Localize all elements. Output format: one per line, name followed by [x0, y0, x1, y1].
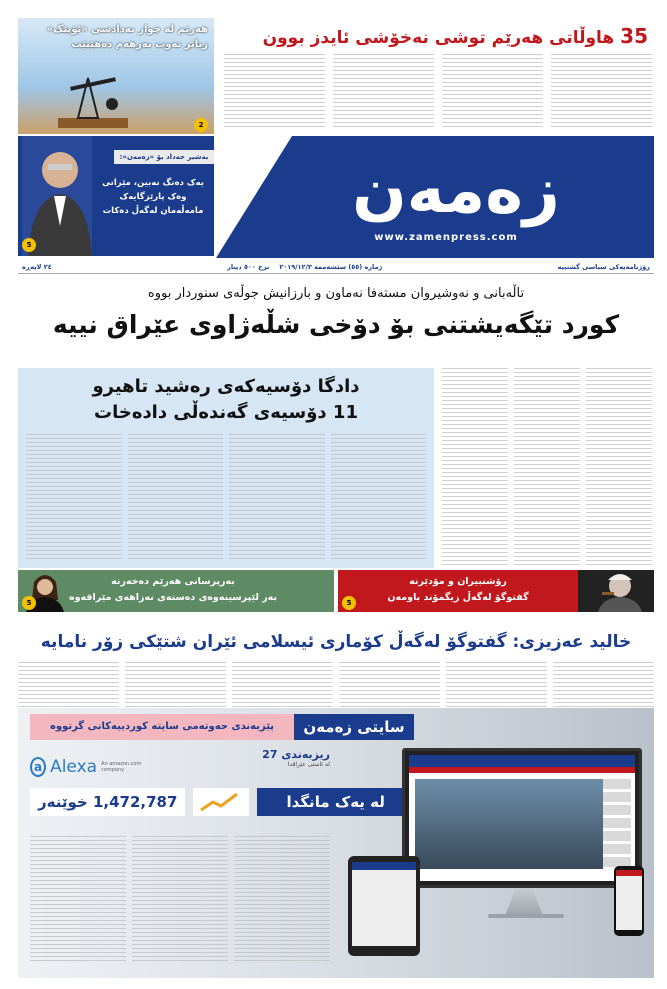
- ad-banner: [30, 714, 414, 740]
- masthead: [216, 136, 654, 258]
- page-number-badge: 5: [342, 596, 356, 610]
- promo-modernity[interactable]: [338, 570, 654, 612]
- interview-caption: یەک دەنگ نەبین، مێراتی وەک پارێزگایەک مامەڵەمان لەگەڵ دەکات: [102, 178, 204, 216]
- per-month-label: لە یەک مانگدا: [257, 788, 414, 816]
- promo-oil-caption: هەرێم لە چوار نەدادسی «ئۆپێک» زیاتر نەوت بەرهەم دەهێنێت: [46, 24, 208, 50]
- issue-info-bar: [18, 260, 654, 274]
- promo-oil-story[interactable]: [18, 18, 214, 134]
- monitor-base: [488, 914, 564, 918]
- top-story-columns: [224, 54, 652, 130]
- page-number-badge: 5: [22, 596, 36, 610]
- portrait-image: [578, 570, 654, 612]
- accountability-caption: بەرپرسانی هەرێم دەخەرنە بەر لێپرسینەوەی دەستەی نەزاهەی مێراقەوە: [68, 576, 278, 603]
- court-headline-line1: دادگا دۆسیەکەی رەشید تاهیرو: [92, 376, 360, 397]
- phone-image: [614, 866, 644, 936]
- desktop-monitor-image: [402, 748, 642, 888]
- rank-block: [218, 748, 330, 768]
- court-headline-line2: 11 دۆسیەی گەندەڵی دادەخات: [94, 402, 358, 423]
- readers-bar: [30, 788, 414, 816]
- alexa-icon: a: [30, 757, 46, 777]
- masthead-url[interactable]: www.zamenpress.com: [374, 232, 518, 243]
- chart-icon: [193, 788, 249, 816]
- interview-azizi-headline[interactable]: خالید عەزیزی: گفتوگۆ لەگەڵ کۆماری ئیسلامی ئێران شتێکی زۆر نامایە: [40, 632, 632, 652]
- tagline: رۆژنامەیەکی سیاسی گشتییە: [557, 262, 650, 271]
- masthead-logo: زەمەن: [352, 154, 560, 228]
- article-text: [331, 434, 427, 562]
- tablet-image: [348, 856, 420, 956]
- lead-story-columns: [442, 368, 652, 568]
- page-number-badge: 5: [22, 238, 36, 252]
- readers-count: 1,472,787 خوێنەر: [30, 788, 185, 816]
- issue-date: ژمارە (٥٥) سێشەممە ٢٠١٩/١٢/٣: [279, 262, 383, 271]
- article-text: [333, 54, 434, 130]
- article-text: [132, 836, 228, 964]
- modernity-caption: رۆشنبیران و مۆدێرنە گفتوگۆ لەگەڵ زیگمۆند باومەن: [387, 576, 529, 603]
- article-text: [586, 368, 652, 568]
- lead-headline[interactable]: کورد تێگەیشتنی بۆ دۆخی شڵەژاوی عێراق نییە: [52, 310, 620, 339]
- article-text: [30, 836, 126, 964]
- article-text: [442, 54, 543, 130]
- article-text: [26, 434, 122, 562]
- promo-interview[interactable]: [18, 136, 214, 256]
- article-text: [234, 836, 330, 964]
- article-text: [442, 368, 508, 568]
- article-text: [224, 54, 325, 130]
- interview-byline: بەشیر حەداد بۆ «زەمەن»:: [114, 150, 214, 164]
- rank-sub: لە ئاستی عێراقدا: [287, 761, 330, 768]
- page-count: ٢٤ لاپەڕە: [22, 262, 52, 271]
- ad-text-columns: [30, 836, 330, 964]
- newspaper-front-page: [14, 18, 654, 978]
- site-logo: سایتی زەمەن: [294, 714, 414, 740]
- top-story-header[interactable]: [218, 20, 654, 50]
- page-number-badge: 2: [194, 118, 208, 132]
- promo-accountability[interactable]: [18, 570, 334, 612]
- oil-pump-icon: [58, 58, 128, 128]
- court-story-box[interactable]: [18, 368, 434, 568]
- article-text: [551, 54, 652, 130]
- article-text: [514, 368, 580, 568]
- rank-label: ریزبەندی 27: [262, 748, 330, 761]
- price: نرخ ٥٠٠ دینار: [227, 262, 270, 271]
- website-advertisement[interactable]: [18, 708, 654, 978]
- court-story-columns: [26, 434, 426, 562]
- article-text: [128, 434, 224, 562]
- ad-ranking-label: پێزبەندی حەوتەمی سایتە کوردییەکانی گرتووە: [30, 714, 294, 740]
- lead-kicker: تاڵەبانی و نەوشیروان مستەفا نەماون و بارزانیش جوڵەی سنوردار بووە: [147, 286, 525, 301]
- alexa-logo: a Alexa An amazon.com company: [30, 752, 150, 782]
- article-text: [229, 434, 325, 562]
- top-story-headline: 35 هاوڵاتی هەرێم توشی نەخۆشی ئایدز بوون: [262, 24, 648, 48]
